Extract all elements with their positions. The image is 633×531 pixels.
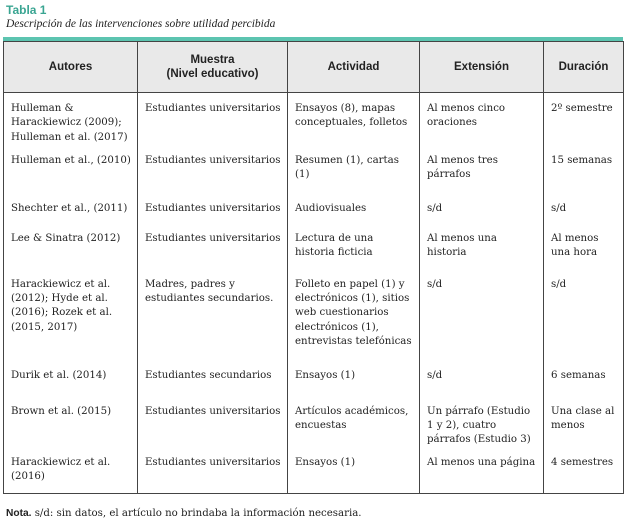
cell-extension: s/d [420,272,544,363]
cell-actividad: Folleto en papel (1) y electrónicos (1), sitios web cuestionarios electrónicos (1), entrevistas telefónicas [288,272,420,363]
cell-duracion: s/d [544,272,624,363]
cell-muestra: Estudiantes universitarios [138,399,288,450]
header-autores: Autores [4,42,138,93]
cell-actividad: Resumen (1), cartas (1) [288,148,420,196]
cell-extension: Al menos tres párrafos [420,148,544,196]
interventions-table [3,41,624,494]
table-header-row [4,42,624,93]
table-row [4,226,624,272]
cell-extension: s/d [420,363,544,399]
cell-muestra: Estudiantes universitarios [138,196,288,226]
cell-autores: Hulleman et al., (2010) [4,148,138,196]
cell-actividad: Artículos académicos, encuestas [288,399,420,450]
table-row [4,399,624,450]
cell-duracion: 4 semestres [544,450,624,494]
cell-extension: Al menos cinco oraciones [420,93,544,148]
cell-duracion: 6 semanas [544,363,624,399]
cell-autores: Harackiewicz et al. (2016) [4,450,138,494]
cell-muestra: Estudiantes universitarios [138,148,288,196]
cell-actividad: Lectura de una historia ficticia [288,226,420,272]
cell-muestra: Madres, padres y estudiantes secundarios. [138,272,288,363]
table-note [6,508,362,519]
cell-autores: Lee & Sinatra (2012) [4,226,138,272]
table-title: Tabla 1 [6,3,47,17]
cell-autores: Hulleman & Harackiewicz (2009); Hulleman et al. (2017) [4,93,138,148]
cell-autores: Harackiewicz et al. (2012); Hyde et al. (2016); Rozek et al. (2015, 2017) [4,272,138,363]
header-extension: Extensión [420,42,544,93]
cell-actividad: Ensayos (8), mapas conceptuales, folletos [288,93,420,148]
cell-actividad: Audiovisuales [288,196,420,226]
table-row [4,196,624,226]
header-muestra: Muestra (Nivel educativo) [138,42,288,93]
cell-muestra: Estudiantes universitarios [138,450,288,494]
header-actividad: Actividad [288,42,420,93]
table-row [4,93,624,148]
cell-muestra: Estudiantes universitarios [138,93,288,148]
cell-duracion: 2º semestre [544,93,624,148]
table-row [4,363,624,399]
cell-duracion: Una clase al menos [544,399,624,450]
cell-muestra: Estudiantes secundarios [138,363,288,399]
cell-autores: Durik et al. (2014) [4,363,138,399]
cell-muestra: Estudiantes universitarios [138,226,288,272]
cell-autores: Brown et al. (2015) [4,399,138,450]
cell-extension: Al menos una historia [420,226,544,272]
cell-extension: Al menos una página [420,450,544,494]
table-row [4,148,624,196]
cell-actividad: Ensayos (1) [288,450,420,494]
cell-duracion: s/d [544,196,624,226]
cell-autores: Shechter et al., (2011) [4,196,138,226]
cell-duracion: Al menos una hora [544,226,624,272]
cell-actividad: Ensayos (1) [288,363,420,399]
header-duracion: Duración [544,42,624,93]
cell-extension: Un párrafo (Estudio 1 y 2), cuatro párrafos (Estudio 3) [420,399,544,450]
cell-extension: s/d [420,196,544,226]
note-text: s/d: sin datos, el artículo no brindaba la información necesaria. [31,508,362,519]
note-label: Nota. [6,508,32,519]
cell-duracion: 15 semanas [544,148,624,196]
table-row [4,450,624,494]
table-row [4,272,624,363]
table-subtitle: Descripción de las intervenciones sobre utilidad percibida [6,18,276,30]
